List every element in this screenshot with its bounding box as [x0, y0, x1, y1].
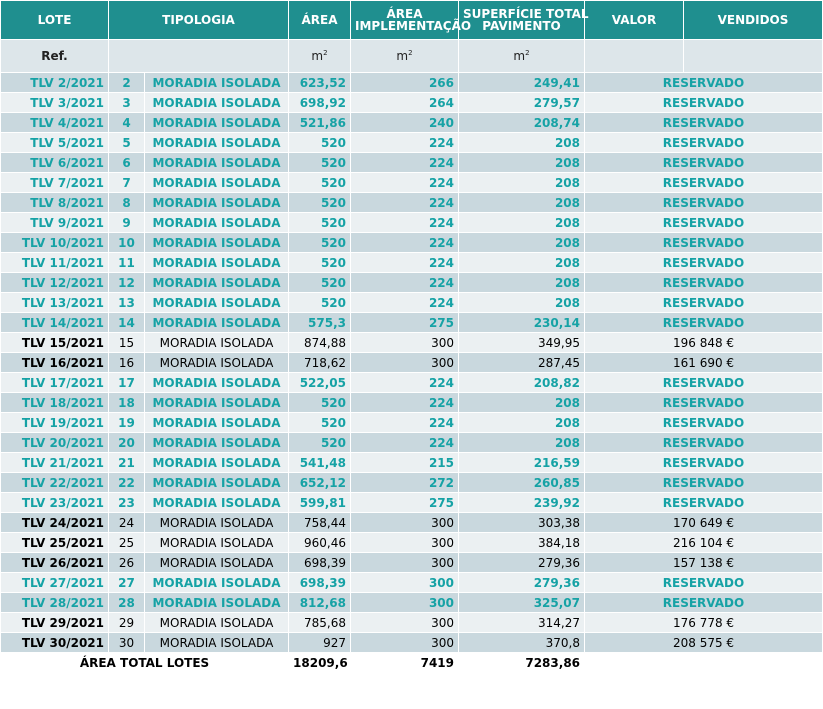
- lot-area-implementacao: 224: [351, 373, 459, 393]
- status-badge: RESERVADO: [585, 133, 823, 153]
- lot-area: 520: [289, 153, 351, 173]
- lot-number: 15: [109, 333, 145, 353]
- lot-ref: TLV 6/2021: [1, 153, 109, 173]
- status-badge: RESERVADO: [585, 373, 823, 393]
- lot-superficie: 260,85: [459, 473, 585, 493]
- lot-superficie: 208: [459, 433, 585, 453]
- lot-tipologia: MORADIA ISOLADA: [145, 413, 289, 433]
- lot-superficie: 208: [459, 153, 585, 173]
- header-row: [1, 1, 823, 40]
- status-badge: RESERVADO: [585, 453, 823, 473]
- lot-area: 874,88: [289, 333, 351, 353]
- lot-ref: TLV 21/2021: [1, 453, 109, 473]
- status-badge: RESERVADO: [585, 273, 823, 293]
- lot-superficie: 208: [459, 293, 585, 313]
- units-valor-empty: [585, 40, 684, 73]
- lot-ref: TLV 11/2021: [1, 253, 109, 273]
- lot-ref: TLV 12/2021: [1, 273, 109, 293]
- lot-number: 27: [109, 573, 145, 593]
- lot-area-implementacao: 224: [351, 193, 459, 213]
- lot-ref: TLV 14/2021: [1, 313, 109, 333]
- lot-superficie: 208: [459, 393, 585, 413]
- lot-tipologia: MORADIA ISOLADA: [145, 193, 289, 213]
- lot-ref: TLV 28/2021: [1, 593, 109, 613]
- lot-number: 9: [109, 213, 145, 233]
- status-badge: RESERVADO: [585, 433, 823, 453]
- lot-tipologia: MORADIA ISOLADA: [145, 473, 289, 493]
- lot-area: 718,62: [289, 353, 351, 373]
- lot-area: 927: [289, 633, 351, 653]
- lot-price: 196 848 €: [585, 333, 823, 353]
- lot-ref: TLV 29/2021: [1, 613, 109, 633]
- lot-tipologia: MORADIA ISOLADA: [145, 93, 289, 113]
- lot-superficie: 314,27: [459, 613, 585, 633]
- lot-area: 758,44: [289, 513, 351, 533]
- lot-number: 12: [109, 273, 145, 293]
- status-badge: RESERVADO: [585, 593, 823, 613]
- lot-number: 21: [109, 453, 145, 473]
- lot-tipologia: MORADIA ISOLADA: [145, 373, 289, 393]
- lot-tipologia: MORADIA ISOLADA: [145, 153, 289, 173]
- lot-tipologia: MORADIA ISOLADA: [145, 533, 289, 553]
- unit-exp: 2: [408, 49, 413, 57]
- lot-tipologia: MORADIA ISOLADA: [145, 393, 289, 413]
- lot-area-implementacao: 224: [351, 413, 459, 433]
- table-row: [1, 473, 823, 493]
- lot-ref: TLV 16/2021: [1, 353, 109, 373]
- lot-number: 16: [109, 353, 145, 373]
- header-area-implementacao: [351, 1, 472, 40]
- totals-vendidos-empty: [684, 653, 823, 674]
- lot-tipologia: MORADIA ISOLADA: [145, 433, 289, 453]
- lot-number: 13: [109, 293, 145, 313]
- table-row: [1, 313, 823, 333]
- table-row: [1, 613, 823, 633]
- totals-label: ÁREA TOTAL LOTES: [1, 653, 289, 674]
- lot-ref: TLV 18/2021: [1, 393, 109, 413]
- lot-number: 23: [109, 493, 145, 513]
- lot-superficie: 239,92: [459, 493, 585, 513]
- totals-impl: 7419: [351, 653, 459, 674]
- lot-ref: TLV 19/2021: [1, 413, 109, 433]
- lot-area-implementacao: 266: [351, 73, 459, 93]
- units-area: [289, 40, 351, 73]
- lot-area-implementacao: 300: [351, 333, 459, 353]
- lot-area-implementacao: 224: [351, 433, 459, 453]
- lot-number: 11: [109, 253, 145, 273]
- lot-area: 960,46: [289, 533, 351, 553]
- lot-price: 208 575 €: [585, 633, 823, 653]
- lot-ref: TLV 4/2021: [1, 113, 109, 133]
- unit-m: m: [513, 49, 526, 63]
- lot-area: 520: [289, 193, 351, 213]
- lot-area: 520: [289, 133, 351, 153]
- lot-ref: TLV 10/2021: [1, 233, 109, 253]
- lot-area: 698,92: [289, 93, 351, 113]
- lot-superficie: 287,45: [459, 353, 585, 373]
- lot-superficie: 349,95: [459, 333, 585, 353]
- lot-superficie: 208,74: [459, 113, 585, 133]
- lot-price: 176 778 €: [585, 613, 823, 633]
- lot-number: 26: [109, 553, 145, 573]
- table-row: [1, 393, 823, 413]
- lot-ref: TLV 3/2021: [1, 93, 109, 113]
- lot-ref: TLV 7/2021: [1, 173, 109, 193]
- header-superficie: [459, 1, 589, 40]
- lot-area-implementacao: 300: [351, 513, 459, 533]
- lot-number: 22: [109, 473, 145, 493]
- units-vendidos-empty: [684, 40, 823, 73]
- lot-number: 18: [109, 393, 145, 413]
- lot-ref: TLV 15/2021: [1, 333, 109, 353]
- lot-number: 30: [109, 633, 145, 653]
- table-row: [1, 493, 823, 513]
- lot-tipologia: MORADIA ISOLADA: [145, 173, 289, 193]
- lot-area: 520: [289, 393, 351, 413]
- units-sup: [459, 40, 585, 73]
- lot-superficie: 208: [459, 213, 585, 233]
- lot-tipologia: MORADIA ISOLADA: [145, 513, 289, 533]
- lot-area: 520: [289, 173, 351, 193]
- lot-tipologia: MORADIA ISOLADA: [145, 133, 289, 153]
- lot-area-implementacao: 224: [351, 273, 459, 293]
- lot-ref: TLV 22/2021: [1, 473, 109, 493]
- table-row: [1, 273, 823, 293]
- lot-tipologia: MORADIA ISOLADA: [145, 633, 289, 653]
- header-lote: LOTE: [1, 1, 109, 40]
- lot-tipologia: MORADIA ISOLADA: [145, 213, 289, 233]
- status-badge: RESERVADO: [585, 153, 823, 173]
- table-row: [1, 213, 823, 233]
- lot-area-implementacao: 240: [351, 113, 459, 133]
- lot-superficie: 249,41: [459, 73, 585, 93]
- lot-price: 161 690 €: [585, 353, 823, 373]
- lot-area: 520: [289, 253, 351, 273]
- unit-exp: 2: [323, 49, 328, 57]
- lot-area: 520: [289, 273, 351, 293]
- lot-superficie: 208: [459, 233, 585, 253]
- lot-superficie: 208: [459, 253, 585, 273]
- table-row: [1, 193, 823, 213]
- lot-area-implementacao: 275: [351, 493, 459, 513]
- lot-price: 216 104 €: [585, 533, 823, 553]
- header-superficie-line1: SUPERFÍCIE TOTAL: [463, 7, 589, 21]
- lot-ref: TLV 8/2021: [1, 193, 109, 213]
- status-badge: RESERVADO: [585, 253, 823, 273]
- lot-area-implementacao: 224: [351, 233, 459, 253]
- lot-number: 2: [109, 73, 145, 93]
- lot-tipologia: MORADIA ISOLADA: [145, 233, 289, 253]
- lot-area: 521,86: [289, 113, 351, 133]
- lot-area-implementacao: 224: [351, 173, 459, 193]
- lot-area-implementacao: 300: [351, 533, 459, 553]
- lot-area: 812,68: [289, 593, 351, 613]
- lot-tipologia: MORADIA ISOLADA: [145, 553, 289, 573]
- lot-area: 575,3: [289, 313, 351, 333]
- lot-number: 19: [109, 413, 145, 433]
- status-badge: RESERVADO: [585, 73, 823, 93]
- units-empty: [109, 40, 289, 73]
- lot-area-implementacao: 300: [351, 573, 459, 593]
- lot-area-implementacao: 264: [351, 93, 459, 113]
- status-badge: RESERVADO: [585, 193, 823, 213]
- lot-area: 520: [289, 293, 351, 313]
- lot-superficie: 230,14: [459, 313, 585, 333]
- lot-tipologia: MORADIA ISOLADA: [145, 613, 289, 633]
- totals-area: 18209,6: [289, 653, 351, 674]
- table-row: [1, 433, 823, 453]
- status-badge: RESERVADO: [585, 413, 823, 433]
- lot-ref: TLV 23/2021: [1, 493, 109, 513]
- lot-superficie: 208: [459, 193, 585, 213]
- lot-price: 170 649 €: [585, 513, 823, 533]
- lot-number: 28: [109, 593, 145, 613]
- lot-price: 157 138 €: [585, 553, 823, 573]
- lot-ref: TLV 24/2021: [1, 513, 109, 533]
- lot-area: 520: [289, 213, 351, 233]
- lot-number: 10: [109, 233, 145, 253]
- lot-area-implementacao: 275: [351, 313, 459, 333]
- lot-area: 623,52: [289, 73, 351, 93]
- status-badge: RESERVADO: [585, 293, 823, 313]
- lot-superficie: 208: [459, 413, 585, 433]
- lot-area: 652,12: [289, 473, 351, 493]
- lot-area-implementacao: 215: [351, 453, 459, 473]
- lot-tipologia: MORADIA ISOLADA: [145, 353, 289, 373]
- table-row: [1, 113, 823, 133]
- lot-ref: TLV 9/2021: [1, 213, 109, 233]
- lot-tipologia: MORADIA ISOLADA: [145, 333, 289, 353]
- table-row: [1, 593, 823, 613]
- table-row: [1, 633, 823, 653]
- lot-ref: TLV 27/2021: [1, 573, 109, 593]
- status-badge: RESERVADO: [585, 233, 823, 253]
- lot-area-implementacao: 224: [351, 293, 459, 313]
- table-row: [1, 153, 823, 173]
- table-row: [1, 353, 823, 373]
- table-row: [1, 93, 823, 113]
- lot-tipologia: MORADIA ISOLADA: [145, 73, 289, 93]
- lot-superficie: 279,57: [459, 93, 585, 113]
- lot-tipologia: MORADIA ISOLADA: [145, 493, 289, 513]
- lot-tipologia: MORADIA ISOLADA: [145, 573, 289, 593]
- lot-superficie: 216,59: [459, 453, 585, 473]
- lot-area: 520: [289, 413, 351, 433]
- table-row: [1, 133, 823, 153]
- status-badge: RESERVADO: [585, 173, 823, 193]
- lot-area-implementacao: 224: [351, 213, 459, 233]
- lot-number: 25: [109, 533, 145, 553]
- lot-superficie: 208,82: [459, 373, 585, 393]
- totals-row: [1, 653, 823, 674]
- lot-superficie: 279,36: [459, 553, 585, 573]
- header-area-impl-line1: ÁREA: [386, 7, 423, 21]
- lot-ref: TLV 25/2021: [1, 533, 109, 553]
- lot-superficie: 370,8: [459, 633, 585, 653]
- lot-number: 3: [109, 93, 145, 113]
- units-row: [1, 40, 823, 73]
- lot-number: 5: [109, 133, 145, 153]
- lot-tipologia: MORADIA ISOLADA: [145, 313, 289, 333]
- lot-area-implementacao: 224: [351, 393, 459, 413]
- lot-area-implementacao: 224: [351, 153, 459, 173]
- lot-superficie: 208: [459, 173, 585, 193]
- status-badge: RESERVADO: [585, 313, 823, 333]
- status-badge: RESERVADO: [585, 393, 823, 413]
- header-area: ÁREA: [289, 1, 351, 40]
- lot-area-implementacao: 300: [351, 613, 459, 633]
- lot-area-implementacao: 300: [351, 553, 459, 573]
- lot-superficie: 325,07: [459, 593, 585, 613]
- lot-area: 698,39: [289, 553, 351, 573]
- status-badge: RESERVADO: [585, 113, 823, 133]
- lot-area-implementacao: 300: [351, 593, 459, 613]
- lot-area: 520: [289, 233, 351, 253]
- table-row: [1, 233, 823, 253]
- units-ref: Ref.: [1, 40, 109, 73]
- lot-number: 4: [109, 113, 145, 133]
- lot-area-implementacao: 224: [351, 133, 459, 153]
- lot-tipologia: MORADIA ISOLADA: [145, 113, 289, 133]
- lot-tipologia: MORADIA ISOLADA: [145, 593, 289, 613]
- table-row: [1, 553, 823, 573]
- lot-tipologia: MORADIA ISOLADA: [145, 453, 289, 473]
- table-row: [1, 373, 823, 393]
- lot-superficie: 208: [459, 273, 585, 293]
- lot-ref: TLV 2/2021: [1, 73, 109, 93]
- lot-superficie: 384,18: [459, 533, 585, 553]
- table-row: [1, 533, 823, 553]
- unit-exp: 2: [525, 49, 530, 57]
- lot-number: 14: [109, 313, 145, 333]
- table-row: [1, 253, 823, 273]
- lot-number: 8: [109, 193, 145, 213]
- header-area-impl-line2: IMPLEMENTAÇÃO: [355, 19, 472, 33]
- table-row: [1, 513, 823, 533]
- lot-ref: TLV 30/2021: [1, 633, 109, 653]
- lot-tipologia: MORADIA ISOLADA: [145, 253, 289, 273]
- lot-superficie: 208: [459, 133, 585, 153]
- lot-tipologia: MORADIA ISOLADA: [145, 293, 289, 313]
- lot-ref: TLV 13/2021: [1, 293, 109, 313]
- lot-area: 541,48: [289, 453, 351, 473]
- table-row: [1, 173, 823, 193]
- lot-ref: TLV 5/2021: [1, 133, 109, 153]
- totals-valor-empty: [585, 653, 684, 674]
- lot-ref: TLV 17/2021: [1, 373, 109, 393]
- table-row: [1, 333, 823, 353]
- lot-area: 520: [289, 433, 351, 453]
- unit-m: m: [311, 49, 324, 63]
- lot-number: 20: [109, 433, 145, 453]
- lot-area-implementacao: 224: [351, 253, 459, 273]
- lot-area-implementacao: 300: [351, 353, 459, 373]
- totals-sup: 7283,86: [459, 653, 585, 674]
- status-badge: RESERVADO: [585, 493, 823, 513]
- table-row: [1, 413, 823, 433]
- lot-area: 698,39: [289, 573, 351, 593]
- lot-area: 599,81: [289, 493, 351, 513]
- lot-number: 17: [109, 373, 145, 393]
- lot-area: 785,68: [289, 613, 351, 633]
- lot-area-implementacao: 300: [351, 633, 459, 653]
- unit-m: m: [396, 49, 409, 63]
- header-tipologia: TIPOLOGIA: [109, 1, 289, 40]
- lot-ref: TLV 20/2021: [1, 433, 109, 453]
- lot-number: 7: [109, 173, 145, 193]
- header-vendidos: VENDIDOS: [684, 1, 823, 40]
- header-valor: VALOR: [585, 1, 684, 40]
- table-row: [1, 293, 823, 313]
- lot-number: 29: [109, 613, 145, 633]
- lot-superficie: 279,36: [459, 573, 585, 593]
- status-badge: RESERVADO: [585, 473, 823, 493]
- lot-number: 24: [109, 513, 145, 533]
- status-badge: RESERVADO: [585, 93, 823, 113]
- lot-superficie: 303,38: [459, 513, 585, 533]
- lot-area: 522,05: [289, 373, 351, 393]
- table-row: [1, 73, 823, 93]
- status-badge: RESERVADO: [585, 213, 823, 233]
- lot-number: 6: [109, 153, 145, 173]
- lot-ref: TLV 26/2021: [1, 553, 109, 573]
- units-impl: [351, 40, 459, 73]
- lot-tipologia: MORADIA ISOLADA: [145, 273, 289, 293]
- lot-area-implementacao: 272: [351, 473, 459, 493]
- table-row: [1, 573, 823, 593]
- table-row: [1, 453, 823, 473]
- status-badge: RESERVADO: [585, 573, 823, 593]
- header-superficie-line2: PAVIMENTO: [482, 19, 561, 33]
- rows-body: [1, 73, 823, 653]
